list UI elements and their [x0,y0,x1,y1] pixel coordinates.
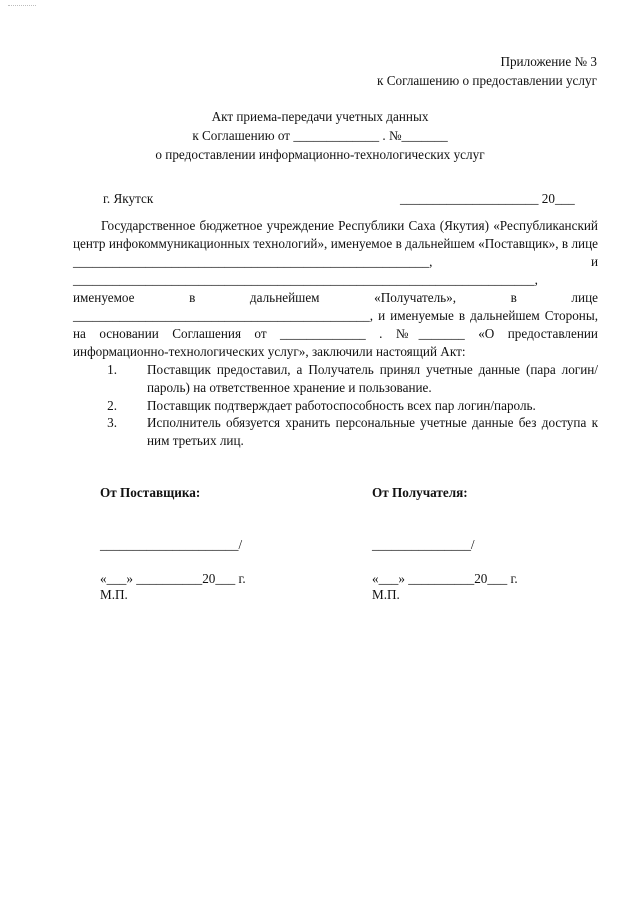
supplier-heading: От Поставщика: [100,485,201,500]
list-item-text: Поставщик подтверждает работоспособность всех пар логин/пароль. [147,397,536,413]
title-line-1: Акт приема-передачи учетных данных [211,109,429,124]
list-item-number: 1. [107,361,117,377]
document-body [73,217,598,450]
city: г. Якутск [103,191,154,206]
recipient-stamp-place: М.П. [372,587,400,603]
list-item-text: Исполнитель обязуется хранить персональные учетные данные без доступа к ним третьих лиц. [147,415,598,449]
scan-artifact-dots [8,5,36,16]
recipient-sign-date: «___» __________20___ г. [372,571,518,587]
recipient-signature-line: _______________/ [372,537,475,553]
recipient-heading: От Получателя: [372,485,468,500]
title-line-2: к Соглашению от _____________ . №_______ [192,128,448,144]
supplier-signature-block [100,485,340,603]
appendix-header [377,52,597,90]
list-item [73,361,598,397]
recipient-signature-block [372,485,612,603]
document-title [0,107,640,164]
intro-paragraph: Государственное бюджетное учреждение Республики Саха (Якутия) «Республиканский центр инфокоммуникационных технологий», именуемое в дальнейшем «Поставщик», в лице ______________________________________________________, и ______________________________________________________________________, именуемое в дальнейшем «Получатель», в лице _____________________________________________, и именуемые в дальнейшем Стороны, на основании Соглашения от _____________ . №_______ «О предоставлении информационно-технологических услуг», заключили настоящий Акт: [73,218,598,359]
list-item [73,397,598,415]
document-date: _____________________ 20___ [400,191,575,206]
list-item-number: 2. [107,397,117,413]
title-line-3: о предоставлении информационно-технологических услуг [155,147,485,163]
list-item-text: Поставщик предоставил, а Получатель принял учетные данные (пара логин/пароль) на ответственное хранение и пользование. [147,361,598,395]
supplier-signature-line: _____________________/ [100,537,243,553]
appendix-reference: к Соглашению о предоставлении услуг [376,73,597,89]
supplier-stamp-place: М.П. [100,587,128,603]
appendix-number: Приложение № 3 [500,54,597,69]
list-item [73,414,598,450]
supplier-sign-date: «___» __________20___ г. [100,571,246,587]
list-item-number: 3. [107,415,117,431]
